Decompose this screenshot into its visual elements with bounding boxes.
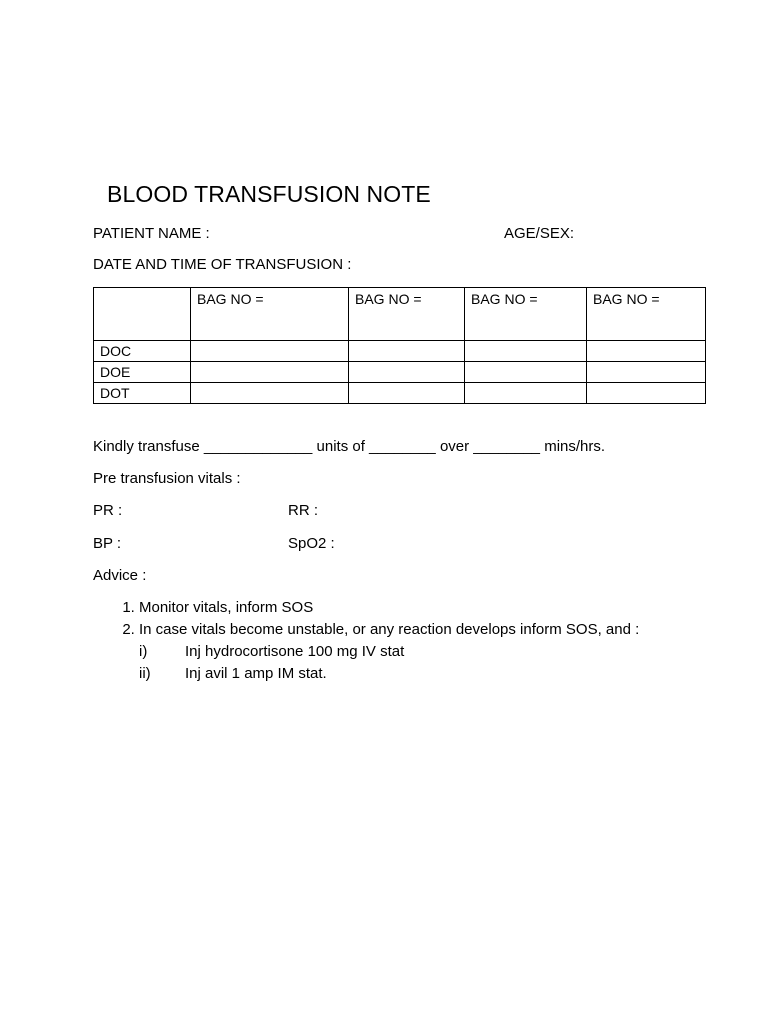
age-sex-label: AGE/SEX: [504,225,575,242]
table-cell [349,383,465,404]
row-label-dot: DOT [94,383,191,404]
list-item [139,641,659,663]
document-title: BLOOD TRANSFUSION NOTE [107,181,431,207]
table-row-doe [94,362,706,383]
advice-list [93,597,659,685]
spo2-label: SpO2 : [288,535,335,552]
rr-label: RR : [288,502,318,519]
bag-table [93,287,706,404]
advice-item-text: In case vitals become unstable, or any reaction develops inform SOS, and : [139,621,640,638]
table-cell [191,362,349,383]
list-item [139,663,659,685]
table-cell [587,341,706,362]
table-cell [465,362,587,383]
advice-sub-list [139,641,659,685]
list-item [139,619,659,685]
bag-no-header-1: BAG NO = [191,288,349,341]
table-cell [587,383,706,404]
table-cell [191,341,349,362]
table-row-dot [94,383,706,404]
table-cell [465,341,587,362]
table-cell [349,341,465,362]
table-cell [349,362,465,383]
bag-no-header-4: BAG NO = [587,288,706,341]
bag-no-header-2: BAG NO = [349,288,465,341]
table-row-doc [94,341,706,362]
date-time-label: DATE AND TIME OF TRANSFUSION : [93,256,352,273]
advice-label: Advice : [93,567,147,584]
table-cell [191,383,349,404]
sub-item-text: Inj avil 1 amp IM stat. [185,665,327,682]
row-label-doe: DOE [94,362,191,383]
advice-item-text: Monitor vitals, inform SOS [139,599,314,616]
row-label-doc: DOC [94,341,191,362]
bag-table-header-row [94,288,706,341]
bp-label: BP : [93,535,122,552]
patient-name-label: PATIENT NAME : [93,225,210,242]
transfuse-instruction: Kindly transfuse _____________ units of ________ over ________ mins/hrs. [93,438,606,455]
table-cell [465,383,587,404]
sub-item-text: Inj hydrocortisone 100 mg IV stat [185,643,405,660]
bag-table-corner-cell [94,288,191,341]
pre-vitals-label: Pre transfusion vitals : [93,470,241,487]
sub-item-number: ii) [139,665,151,682]
bag-no-header-3: BAG NO = [465,288,587,341]
list-item [139,597,659,619]
sub-item-number: i) [139,643,148,660]
pr-label: PR : [93,502,123,519]
table-cell [587,362,706,383]
